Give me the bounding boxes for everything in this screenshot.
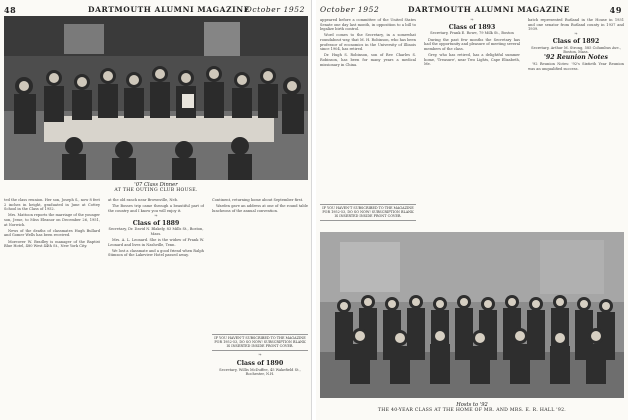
class-1893-secretary: Secretary, Frank E. Rowe, 79 Milk St., Boston (430, 31, 514, 36)
left-page (0, 0, 312, 420)
right-col1-para: Dr. Hugh S. Robinson, son of Rev. Charles S. Robinson, has been for many years a medical missionary in China. (320, 53, 416, 67)
section-divider: ❧ (154, 213, 158, 219)
class-dinner-photo-image (4, 16, 308, 180)
section-divider: ❧ (574, 32, 578, 38)
right-page-header (316, 3, 628, 17)
right-col2-para: During the past few months the Secretary has had the opportunity and pleasure of meeting several members of the class. (424, 37, 520, 51)
left-subscription-notice: IF YOU HAVEN'T SUBSCRIBED TO THE MAGAZINE FOR 1952-53, DO SO NOW! SUBSCRIPTION BLANK IS INSERTED INSIDE FRONT COVER. (212, 334, 308, 351)
left-col1-para: News of the deaths of classmates Hugh Bullard and Gomer Wells has been received. (4, 228, 100, 238)
left-col3-para: Warden gave an address at one of the round table luncheons of the annual convention. (212, 204, 308, 213)
class-dinner-caption (4, 182, 308, 194)
class-1892-secretary: Secretary, Arthur M. Strong, 585 Columbus Ave., Boston, Mass. (531, 45, 621, 54)
right-col1-para: Word comes to the Secretary, in a somewhat roundabout way, that M. H. Robinson, who has been professor of economics in the University of Illinois since 1904, has retired. (320, 33, 416, 52)
left-col1-para: ted the class reunion. Her son, Joseph S., now 8 feet 2 inches in height, graduated in June at Cottey School in the Class of 1952. (4, 198, 100, 212)
left-col2-para: The Bosses trip came through a beautiful part of the country and I know you will enjoy it. (108, 204, 204, 213)
left-column-1 (4, 198, 100, 416)
class-1890-heading: Class of 1890 (236, 360, 284, 367)
left-col3-para: Continent, returning home about September first. (212, 198, 304, 202)
class-dinner-caption-title: '07 Class Dinner (134, 182, 178, 188)
left-magazine-title: DARTMOUTH ALUMNI MAGAZINE (88, 5, 251, 14)
right-magazine-title: DARTMOUTH ALUMNI MAGAZINE (408, 5, 571, 14)
left-column-2 (108, 198, 204, 416)
right-col1-para: appeared before a committee of the United States Senate one day last month, in opposition to a bill to legalize birth control. (320, 18, 416, 32)
right-col3-para: '92 Reunion Notes: '92's Sixtieth Year Reunion was an unqualified success. (528, 61, 624, 71)
section-divider: ❧ (258, 353, 262, 358)
class-dinner-caption-subtitle: AT THE OUTING CLUB HOUSE. (114, 188, 198, 193)
right-column-3 (528, 18, 624, 230)
class-dinner-photo (4, 16, 308, 180)
class-1890-secretary: Secretary, Willis McDuffee, 45 Wakefield St., Rochester, N.H. (219, 368, 301, 377)
right-page-number: 49 (609, 5, 622, 15)
class-1893-heading: Class of 1893 (448, 23, 496, 31)
left-col1-para: Mrs. Mattoon reports the marriage of the younger son, Jesse, to Miss Eleanor on December 26, 1951, at Norwich. (4, 213, 100, 227)
left-column-3 (212, 198, 308, 330)
right-issue-date: October 1952 (320, 5, 380, 14)
class-1890-section (212, 352, 308, 379)
class-1889-heading: Class of 1889 (132, 219, 180, 227)
hosts-caption-subtitle: THE 40-YEAR CLASS AT THE HOME OF MR. AND MRS. E. R. HALL '92. (377, 408, 567, 413)
class-1889-secretary: Secretary, Dr. David N. Blakely, 83 Mills St., Boston, Mass. (108, 227, 204, 236)
left-page-header (0, 3, 311, 17)
right-col3-para: batch represented Rutland in the House in 1931 and one senator from Rutland county in 1937 and 1939. (528, 18, 624, 32)
class-1892-heading: Class of 1892 (552, 37, 600, 45)
section-divider: ❧ (470, 18, 474, 23)
left-col1-para: Moreover W. Bradley is manager of the Baptist Blue Hotel, 480 West 44th St., New York City. (4, 239, 100, 249)
right-column-1 (320, 18, 416, 230)
reunion-notes-heading: '92 Reunion Notes (544, 54, 608, 62)
hosts-caption (320, 402, 624, 414)
left-col2-para: at the old ranch near Brownville, Neb. (108, 198, 179, 202)
left-page-number: 48 (4, 5, 17, 15)
hosts-caption-title: Hosts to '92 (456, 402, 488, 408)
left-issue-date: October 1952 (245, 5, 305, 14)
right-col2-para: Grey, who has retired, has a delightful summer home, 'Treasure', near Two Lights, Cape Elizabeth, Me. (424, 52, 520, 67)
hosts-group-photo-image (320, 232, 624, 398)
left-col2-para: We lost a classmate and a good friend when Ralph Stimson of the Lakeview Hotel passed away. (108, 248, 204, 258)
right-column-2 (424, 18, 520, 198)
hosts-group-photo (320, 232, 624, 398)
right-subscription-notice: IF YOU HAVEN'T SUBSCRIBED TO THE MAGAZINE FOR 1952-53, DO SO NOW! SUBSCRIPTION BLANK IS INSERTED INSIDE FRONT COVER. (320, 204, 416, 221)
left-col2-para: Mrs. A. L. Leonard. She is the widow of Frank W. Leonard and lives in Nashville, Tenn. (108, 237, 204, 247)
right-page (316, 0, 628, 420)
